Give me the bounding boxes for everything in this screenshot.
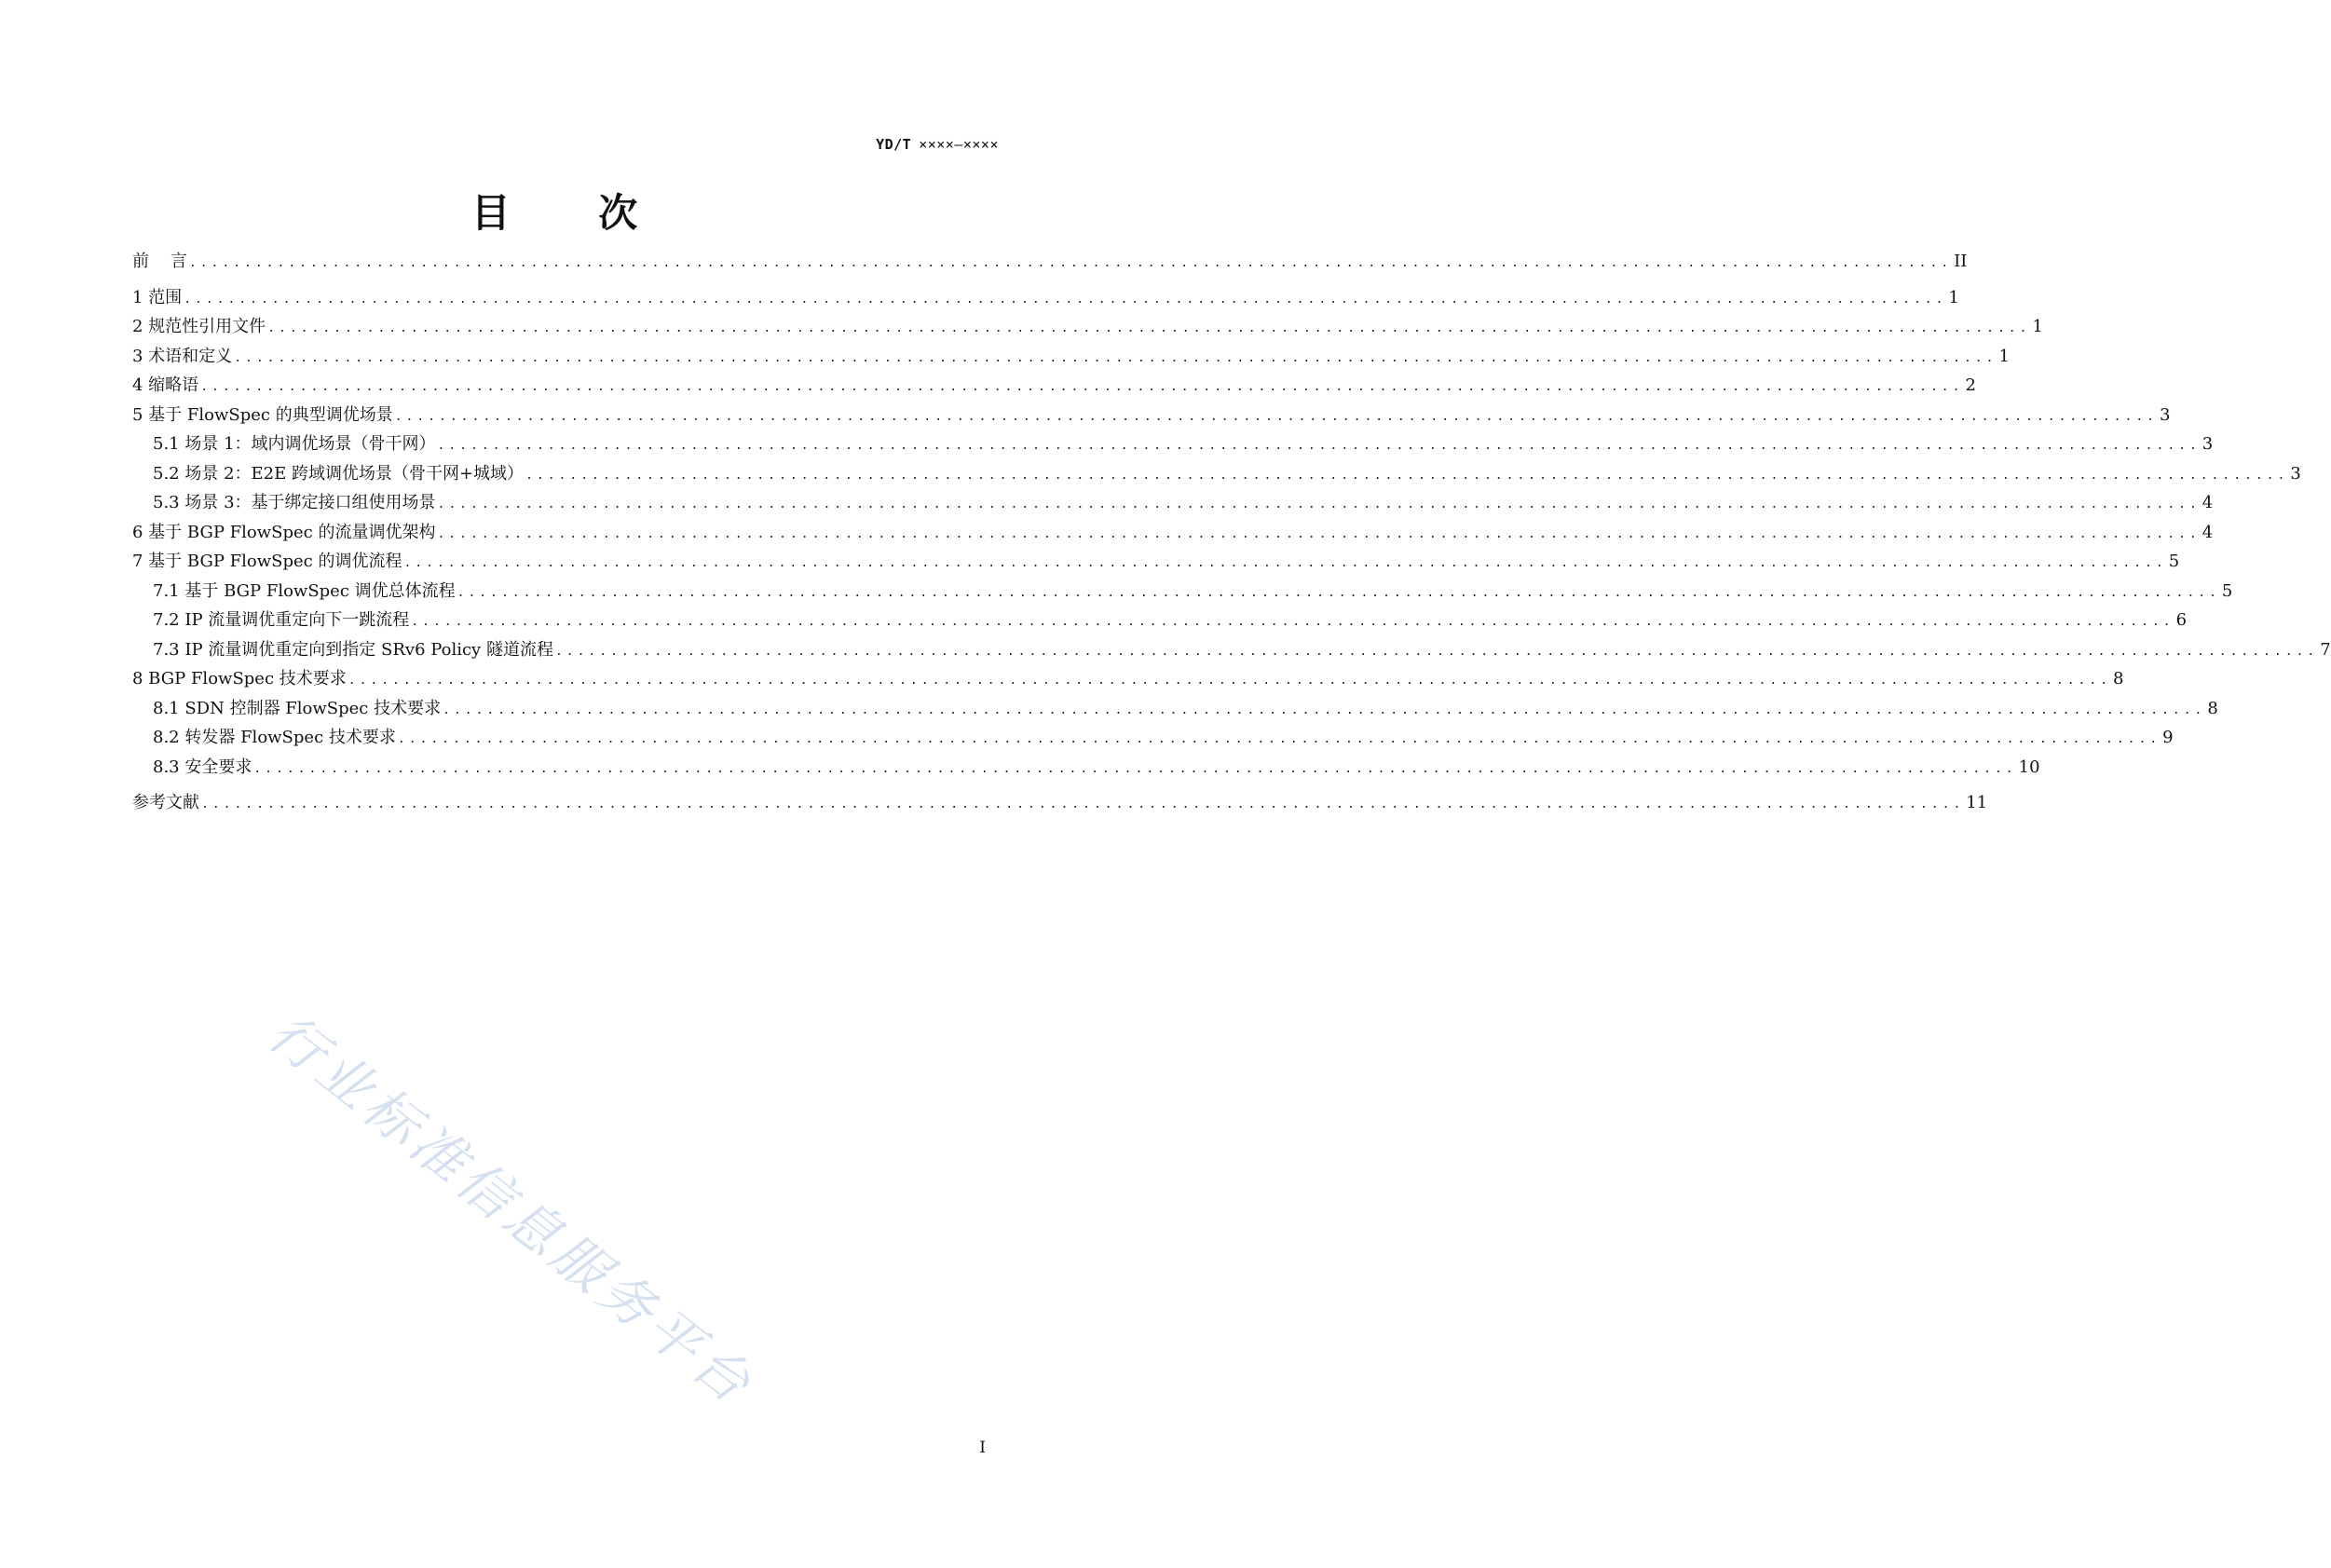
toc-entry-foreword[interactable] xyxy=(132,248,1968,278)
document-code xyxy=(876,136,999,153)
toc-entry-label: 7 基于 BGP FlowSpec 的调优流程 xyxy=(132,552,402,571)
toc-entry-page: 7 xyxy=(2320,639,2331,660)
toc-entry-bibliography[interactable] xyxy=(132,789,1988,819)
toc-leader-dots: ................................................................................................................................................................ xyxy=(234,350,1997,365)
toc-entry-label: 8 BGP FlowSpec 技术要求 xyxy=(132,669,347,689)
toc-entry-label: 7.2 IP 流量调优重定向下一跳流程 xyxy=(153,610,410,630)
toc-leader-dots: ................................................................................................................................................................ xyxy=(184,292,1947,307)
toc-entry-label: 5.2 场景 2：E2E 跨域调优场景（骨干网+城域） xyxy=(153,463,525,484)
toc-leader-dots: ................................................................................................................................................................ xyxy=(437,439,2201,453)
toc-leader-dots: ................................................................................................................................................................ xyxy=(437,498,2201,511)
toc-entry-page: 1 xyxy=(2032,317,2043,336)
toc-entry-label: 1 范围 xyxy=(132,287,183,307)
page-number: I xyxy=(979,1438,986,1457)
toc-leader-dots: ................................................................................................................................................................ xyxy=(201,798,1965,811)
toc-entry-page: 8 xyxy=(2207,698,2218,718)
toc-entry-page: 6 xyxy=(2175,610,2188,630)
toc-leader-dots: ................................................................................................................................................................ xyxy=(457,585,2220,600)
toc-entry-label: 8.1 SDN 控制器 FlowSpec 技术要求 xyxy=(153,698,442,718)
toc-leader-dots: ................................................................................................................................................................ xyxy=(525,468,2289,483)
toc-entry-label: 参考文献 xyxy=(132,793,199,812)
document-code-prefix: YD/T xyxy=(876,136,912,153)
table-of-contents xyxy=(132,248,2331,819)
toc-entry-label: 8.3 安全要求 xyxy=(153,757,252,777)
toc-entry-page: 11 xyxy=(1966,793,1988,812)
toc-leader-dots: ................................................................................................................................................................ xyxy=(397,732,2161,746)
document-code-suffix: ××××—×××× xyxy=(919,136,999,153)
toc-leader-dots: ................................................................................................................................................................ xyxy=(403,556,2167,570)
toc-leader-dots: ................................................................................................................................................................ xyxy=(200,380,1964,394)
toc-entry-page: 1 xyxy=(1948,287,1959,307)
toc-entry-page: 5 xyxy=(2221,580,2233,601)
toc-entry-label: 前 言 xyxy=(132,252,187,271)
toc-entry-label: 5.3 场景 3：基于绑定接口组使用场景 xyxy=(153,493,436,512)
toc-entry-4[interactable] xyxy=(132,372,1976,402)
page-title: 目 次 xyxy=(470,190,675,236)
toc-entry-label: 5 基于 FlowSpec 的典型调优场景 xyxy=(132,404,393,425)
toc-entry-page: 3 xyxy=(2159,404,2171,425)
toc-entry-page: 8 xyxy=(2113,669,2124,689)
toc-entry-label: 3 术语和定义 xyxy=(132,346,233,366)
toc-entry-page: 1 xyxy=(1998,346,2010,366)
toc-leader-dots: ................................................................................................................................................................ xyxy=(443,702,2206,717)
toc-entry-1[interactable] xyxy=(132,284,1959,314)
toc-entry-8-3[interactable] xyxy=(132,754,2040,784)
watermark: 行业标准信息服务平台 xyxy=(256,1001,767,1418)
toc-entry-5-1[interactable] xyxy=(132,430,2214,460)
toc-entry-8-1[interactable] xyxy=(132,695,2218,725)
toc-entry-5[interactable] xyxy=(132,402,2171,431)
toc-entry-3[interactable] xyxy=(132,343,2010,373)
toc-entry-label: 4 缩略语 xyxy=(132,375,199,395)
toc-leader-dots: ................................................................................................................................................................ xyxy=(411,615,2174,629)
toc-entry-label: 8.2 转发器 FlowSpec 技术要求 xyxy=(153,728,396,747)
toc-entry-page: 4 xyxy=(2202,493,2214,512)
toc-entry-6[interactable] xyxy=(132,519,2214,549)
toc-leader-dots: ................................................................................................................................................................ xyxy=(188,256,1953,270)
toc-entry-page: 2 xyxy=(1965,375,1976,395)
toc-leader-dots: ................................................................................................................................................................ xyxy=(267,321,2031,335)
toc-entry-label: 6 基于 BGP FlowSpec 的流量调优架构 xyxy=(132,522,436,542)
toc-entry-5-3[interactable] xyxy=(132,489,2214,519)
toc-entry-label: 5.1 场景 1：域内调优场景（骨干网） xyxy=(153,434,436,454)
toc-entry-label: 2 规范性引用文件 xyxy=(132,317,266,336)
toc-entry-7-2[interactable] xyxy=(132,607,2188,636)
toc-leader-dots: ................................................................................................................................................................ xyxy=(437,526,2201,541)
toc-entry-page: 3 xyxy=(2202,434,2214,454)
toc-entry-page: 4 xyxy=(2202,522,2214,542)
toc-entry-label: 7.3 IP 流量调优重定向到指定 SRv6 Policy 隧道流程 xyxy=(153,639,553,660)
toc-entry-page: 9 xyxy=(2162,728,2174,747)
toc-entry-2[interactable] xyxy=(132,313,2043,343)
toc-entry-8[interactable] xyxy=(132,665,2124,695)
toc-entry-5-2[interactable] xyxy=(132,460,2301,490)
toc-leader-dots: ................................................................................................................................................................ xyxy=(394,409,2158,424)
toc-entry-8-2[interactable] xyxy=(132,724,2174,754)
toc-entry-7-3[interactable] xyxy=(132,636,2331,666)
toc-entry-page: 5 xyxy=(2168,552,2180,571)
toc-entry-7[interactable] xyxy=(132,548,2180,578)
toc-entry-7-1[interactable] xyxy=(132,578,2233,607)
toc-leader-dots: ................................................................................................................................................................ xyxy=(554,644,2319,659)
toc-leader-dots: ................................................................................................................................................................ xyxy=(253,761,2017,776)
toc-leader-dots: ................................................................................................................................................................ xyxy=(348,674,2112,688)
toc-entry-page: 10 xyxy=(2018,757,2040,777)
toc-entry-label: 7.1 基于 BGP FlowSpec 调优总体流程 xyxy=(153,580,456,601)
toc-entry-page: 3 xyxy=(2290,463,2301,484)
toc-entry-page: II xyxy=(1954,252,1968,271)
